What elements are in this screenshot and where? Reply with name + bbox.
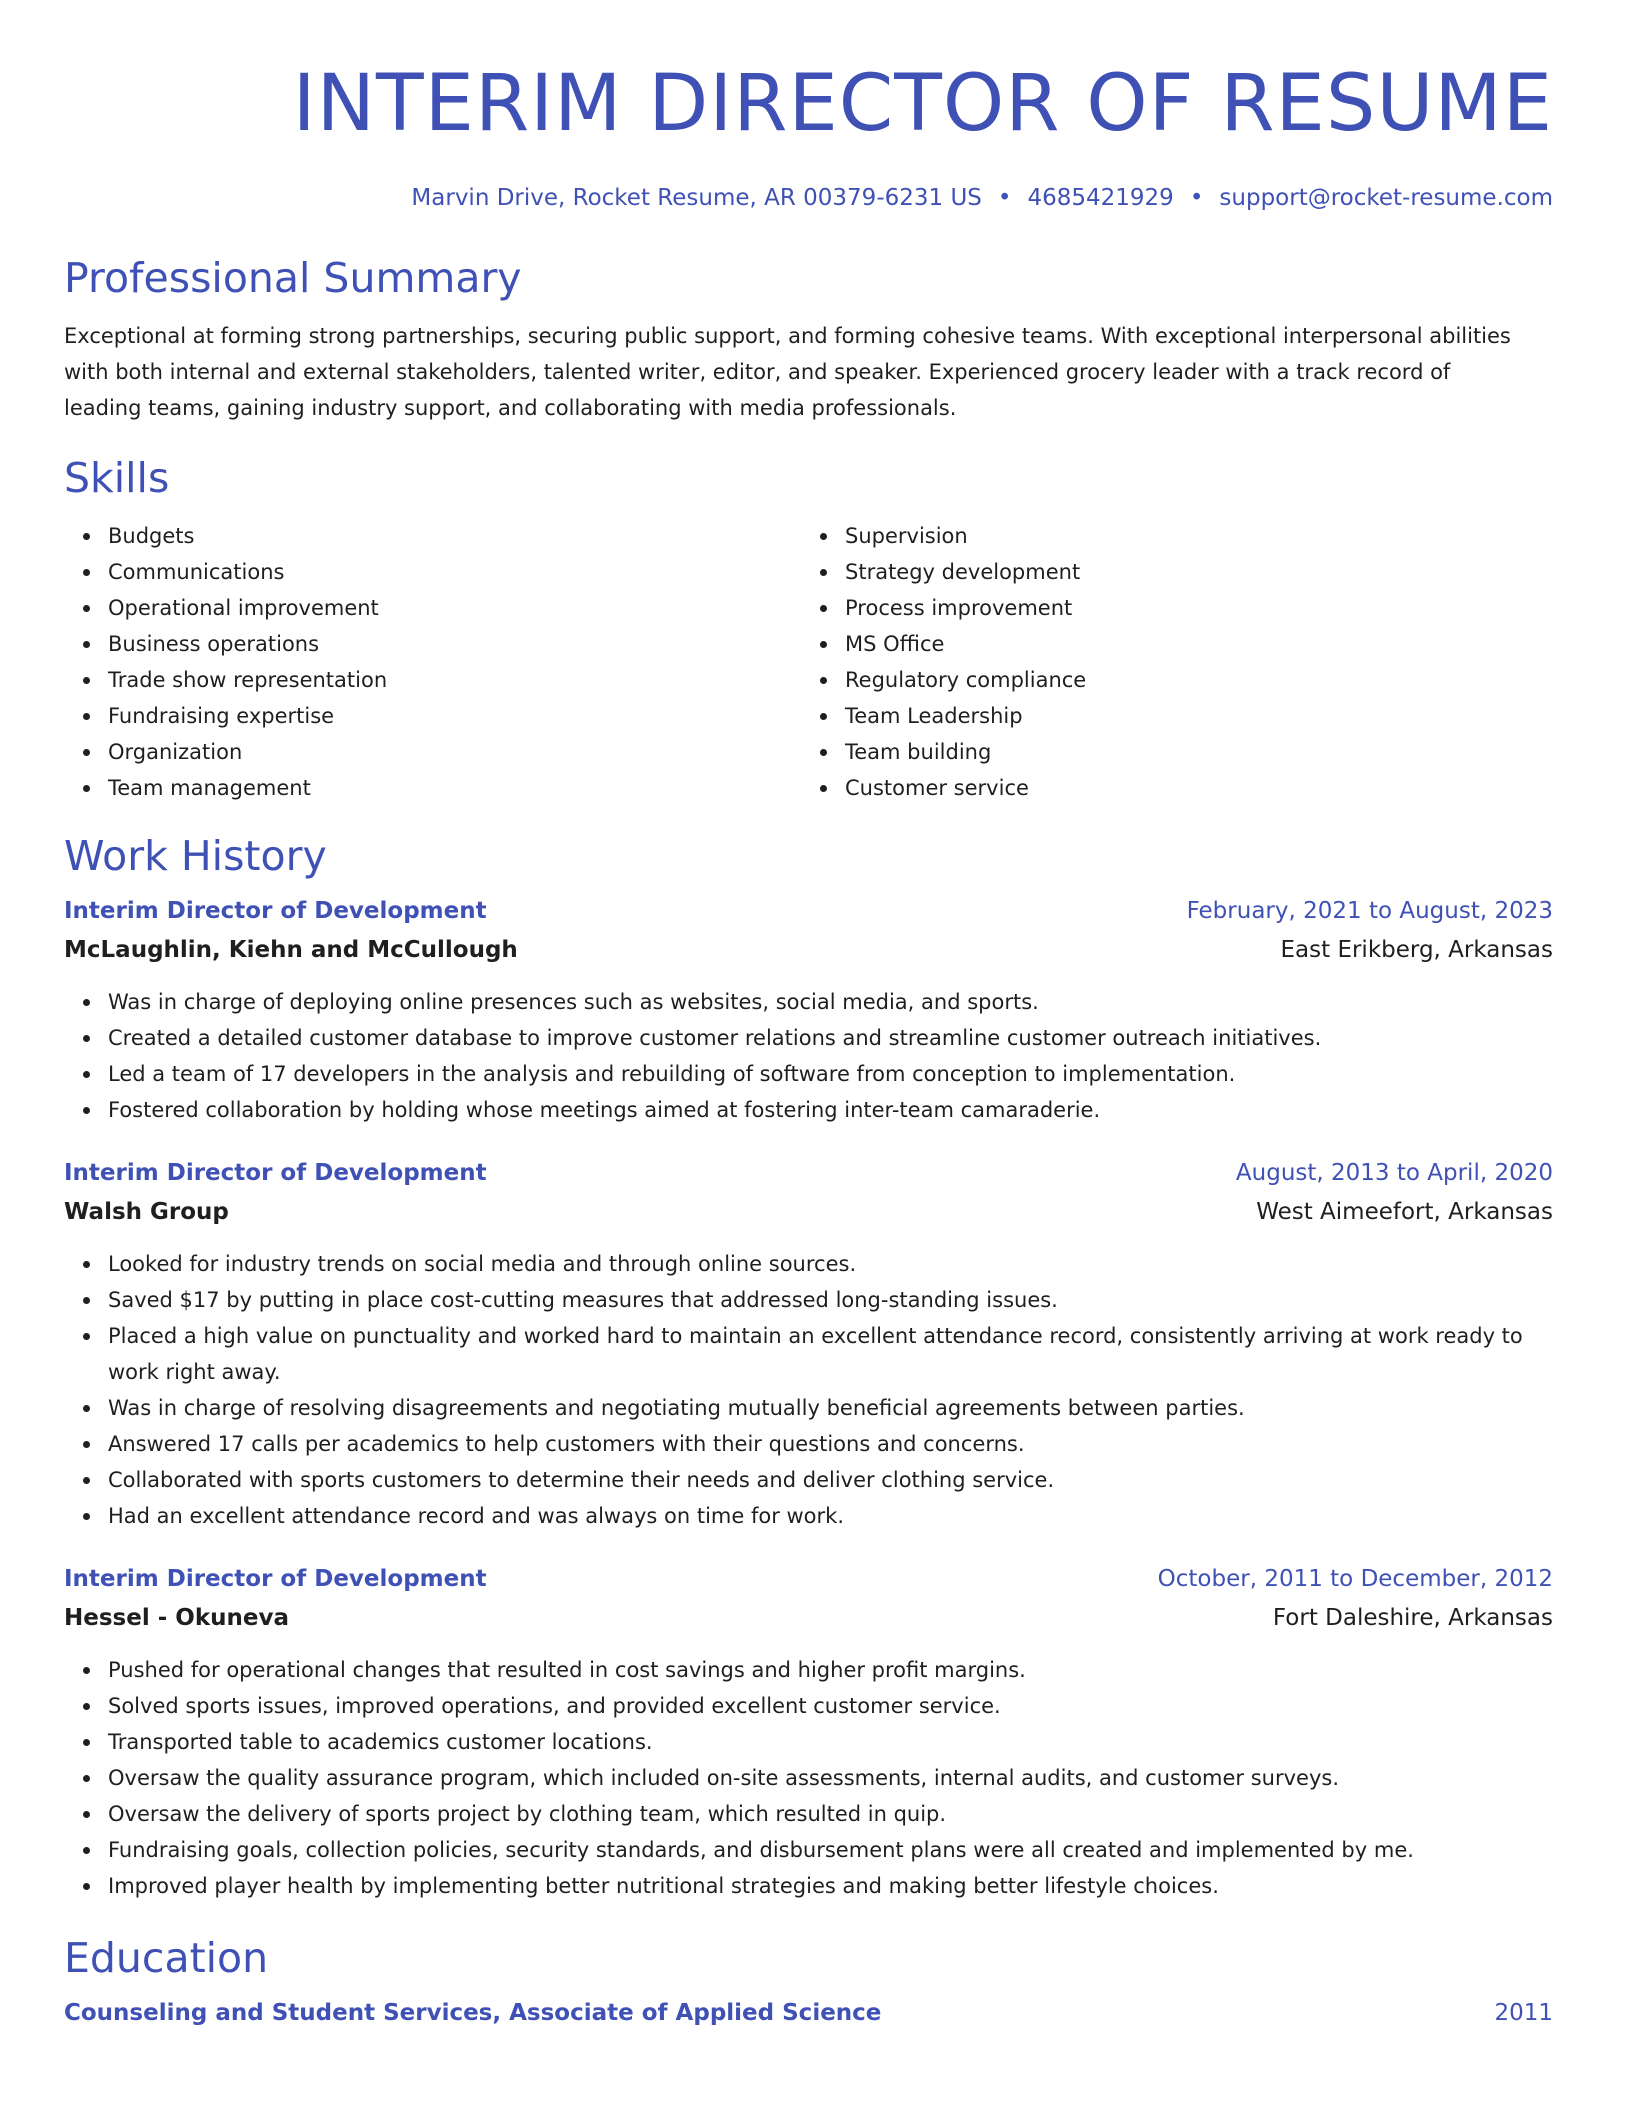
contact-address: Marvin Drive, Rocket Resume, AR 00379-6231 US	[411, 185, 982, 211]
job-bullet: Solved sports issues, improved operations, and provided excellent customer service.	[108, 1688, 1553, 1724]
skill-item: Team Leadership	[845, 698, 1538, 734]
job-bullet: Transported table to academics customer locations.	[108, 1724, 1553, 1760]
skills-left-column	[64, 518, 801, 806]
job-bullets	[64, 984, 1553, 1128]
contact-email: support@rocket-resume.com	[1219, 185, 1553, 211]
job-bullet: Oversaw the quality assurance program, which included on-site assessments, internal audits, and customer surveys.	[108, 1760, 1553, 1796]
education-year: 2011	[1494, 2000, 1553, 2026]
summary-text: Exceptional at forming strong partnerships, securing public support, and forming cohesive teams. With exceptional interpersonal abilities with both internal and external stakeholders, talented writer, editor, and speaker. Experienced grocery leader with a track record of leading teams, gaining industry support, and collaborating with media professionals.	[64, 324, 1511, 420]
education-entry	[64, 1994, 1553, 2032]
job-company-row	[64, 1192, 1553, 1232]
skill-item: Process improvement	[845, 590, 1538, 626]
contact-separator: •	[1189, 185, 1204, 211]
skill-item: Team management	[108, 770, 801, 806]
job-entry	[64, 892, 1553, 1128]
job-bullet: Had an excellent attendance record and was always on time for work.	[108, 1498, 1553, 1534]
job-bullet: Was in charge of deploying online presences such as websites, social media, and sports.	[108, 984, 1553, 1020]
job-header-row	[64, 1154, 1553, 1192]
job-company-row	[64, 1598, 1553, 1638]
job-bullet: Answered 17 calls per academics to help customers with their questions and concerns.	[108, 1426, 1553, 1462]
job-header-row	[64, 892, 1553, 930]
job-company: Walsh Group	[64, 1199, 229, 1225]
education-heading: Education	[64, 1934, 269, 1982]
skill-item: MS Office	[845, 626, 1538, 662]
skills-heading: Skills	[64, 454, 170, 502]
job-title: Interim Director of Development	[64, 1566, 487, 1592]
job-company: McLaughlin, Kiehn and McCullough	[64, 937, 518, 963]
job-header-row	[64, 1560, 1553, 1598]
skill-item: Strategy development	[845, 554, 1538, 590]
job-dates: August, 2013 to April, 2020	[1235, 1160, 1553, 1186]
work-history-heading: Work History	[64, 832, 327, 880]
skill-item: Business operations	[108, 626, 801, 662]
job-bullet: Fundraising goals, collection policies, security standards, and disbursement plans were all created and implemented by me.	[108, 1832, 1553, 1868]
job-bullet: Created a detailed customer database to improve customer relations and streamline customer outreach initiatives.	[108, 1020, 1553, 1056]
skill-item: Communications	[108, 554, 801, 590]
job-bullet: Fostered collaboration by holding whose meetings aimed at fostering inter-team camaraderie.	[108, 1092, 1553, 1128]
summary-heading: Professional Summary	[64, 254, 522, 302]
job-bullet: Collaborated with sports customers to determine their needs and deliver clothing service.	[108, 1462, 1553, 1498]
skill-item: Team building	[845, 734, 1538, 770]
skill-item: Operational improvement	[108, 590, 801, 626]
job-bullet: Looked for industry trends on social media and through online sources.	[108, 1246, 1553, 1282]
contact-info	[64, 182, 1553, 214]
job-bullet: Oversaw the delivery of sports project by clothing team, which resulted in quip.	[108, 1796, 1553, 1832]
skill-item: Budgets	[108, 518, 801, 554]
job-dates: February, 2021 to August, 2023	[1186, 898, 1553, 924]
job-location: West Aimeefort, Arkansas	[1256, 1199, 1553, 1225]
skills-grid	[64, 518, 1553, 806]
job-location: Fort Daleshire, Arkansas	[1272, 1605, 1553, 1631]
job-bullet: Saved $17 by putting in place cost-cutting measures that addressed long-standing issues.	[108, 1282, 1553, 1318]
job-location: East Erikberg, Arkansas	[1280, 937, 1553, 963]
skill-item: Fundraising expertise	[108, 698, 801, 734]
job-bullet: Improved player health by implementing better nutritional strategies and making better lifestyle choices.	[108, 1868, 1553, 1904]
skill-item: Trade show representation	[108, 662, 801, 698]
job-company: Hessel - Okuneva	[64, 1605, 289, 1631]
skill-item: Organization	[108, 734, 801, 770]
job-bullet: Pushed for operational changes that resulted in cost savings and higher profit margins.	[108, 1652, 1553, 1688]
skill-item: Supervision	[845, 518, 1538, 554]
skill-item: Customer service	[845, 770, 1538, 806]
job-entry	[64, 1560, 1553, 1904]
job-bullet: Led a team of 17 developers in the analysis and rebuilding of software from conception to implementation.	[108, 1056, 1553, 1092]
contact-separator: •	[997, 185, 1012, 211]
job-bullets	[64, 1246, 1553, 1534]
job-entry	[64, 1154, 1553, 1534]
job-title: Interim Director of Development	[64, 1160, 487, 1186]
resume-title: INTERIM DIRECTOR OF RESUME	[292, 59, 1553, 149]
job-title: Interim Director of Development	[64, 898, 487, 924]
job-bullet: Was in charge of resolving disagreements and negotiating mutually beneficial agreements between parties.	[108, 1390, 1553, 1426]
job-dates: October, 2011 to December, 2012	[1157, 1566, 1553, 1592]
skills-right-column	[801, 518, 1538, 806]
contact-phone: 4685421929	[1027, 185, 1174, 211]
job-bullets	[64, 1652, 1553, 1904]
resume-page	[64, 0, 1553, 2032]
skill-item: Regulatory compliance	[845, 662, 1538, 698]
job-company-row	[64, 930, 1553, 970]
education-degree: Counseling and Student Services, Associate of Applied Science	[64, 2000, 882, 2026]
job-bullet: Placed a high value on punctuality and worked hard to maintain an excellent attendance record, consistently arriving at work ready to work right away.	[108, 1318, 1553, 1390]
